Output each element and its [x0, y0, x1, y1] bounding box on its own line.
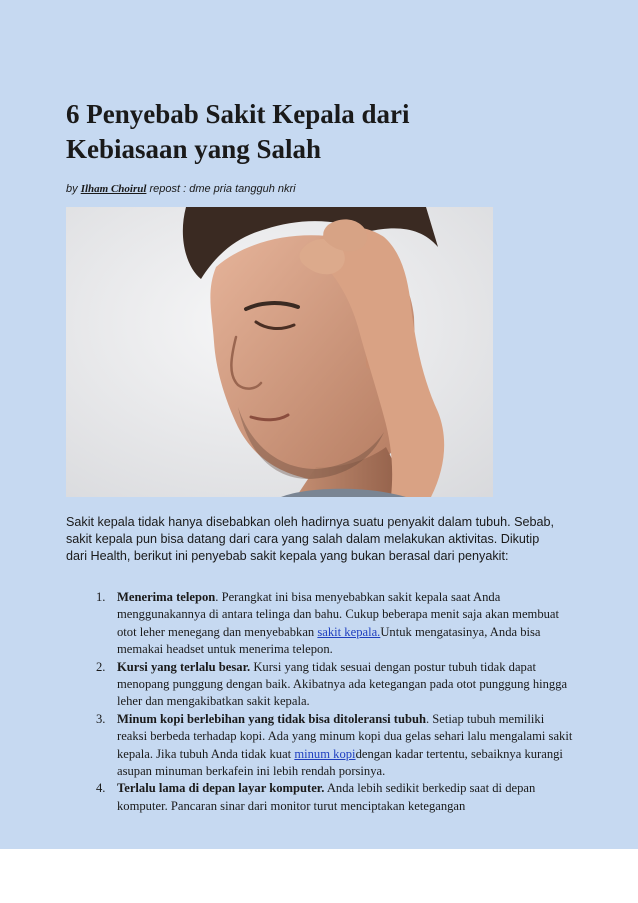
cause-text: . Setiap tubuh memiliki reaksi berbeda terhadap kopi. Ada yang minum kopi dua gelas sehari lalu mengalami sakit kepala. Jika tubuh Anda tidak kuat [117, 711, 573, 761]
article-title: 6 Penyebab Sakit Kepala dari Kebiasaan yang Salah [66, 99, 410, 164]
cause-heading: Minum kopi berlebihan yang tidak bisa ditoleransi tubuh [117, 711, 426, 726]
cause-heading: Terlalu lama di depan layar komputer. [117, 781, 325, 796]
man-holding-forehead-photo [66, 207, 493, 497]
cause-text: . Perangkat ini bisa menyebabkan sakit kepala saat Anda menggunakannya di antara telinga dan bahu. Cukup beberapa menit saja akan membuat otot leher menegang dan menyebabkan [117, 590, 560, 639]
list-item [96, 780, 577, 815]
intro-paragraph: Sakit kepala tidak hanya disebabkan oleh hadirnya suatu penyakit dalam tubuh. Sebab, sakit kepala pun bisa datang dari cara yang salah dalam melakukan aktivitas. Dikutip dari Health, berikut ini penyebab sakit kepala yang bukan berasal dari penyakit: [66, 515, 554, 564]
sakit-kepala-link[interactable]: sakit kepala. [317, 624, 381, 639]
cause-text-continued: dengan kadar tertentu, sebaiknya kurangi asupan minuman berkafein ini lebih rendah porsinya. [117, 746, 563, 779]
byline [66, 183, 296, 195]
list-number: 3. [96, 711, 106, 726]
cause-heading: Kursi yang terlalu besar. [117, 659, 251, 674]
cause-text: Kursi yang tidak sesuai dengan postur tubuh tidak dapat menopang punggung dengan baik. Akibatnya ada ketegangan pada otot punggung hingga leher dan mengakibatkan sakit kepala. [117, 659, 568, 709]
cause-heading: Menerima telepon [117, 590, 216, 604]
list-number: 1. [96, 590, 106, 604]
list-number: 4. [96, 781, 106, 796]
photo-illustration [66, 207, 493, 497]
author-link[interactable]: Ilham Choirul [80, 183, 147, 195]
list-item [96, 589, 577, 659]
byline-suffix: repost : dme pria tangguh nkri [146, 183, 296, 195]
byline-prefix: by [66, 183, 81, 195]
causes-list [0, 589, 638, 815]
list-item [96, 659, 577, 711]
list-item [96, 711, 577, 781]
minum-kopi-link[interactable]: minum kopi [294, 746, 356, 761]
cause-text-continued: Untuk mengatasinya, Anda bisa memakai headset untuk menerima telepon. [117, 624, 541, 657]
cause-text: Anda lebih sedikit berkedip saat di depan komputer. Pancaran sinar dari monitor turut menciptakan ketegangan [117, 781, 536, 813]
list-number: 2. [96, 659, 106, 674]
